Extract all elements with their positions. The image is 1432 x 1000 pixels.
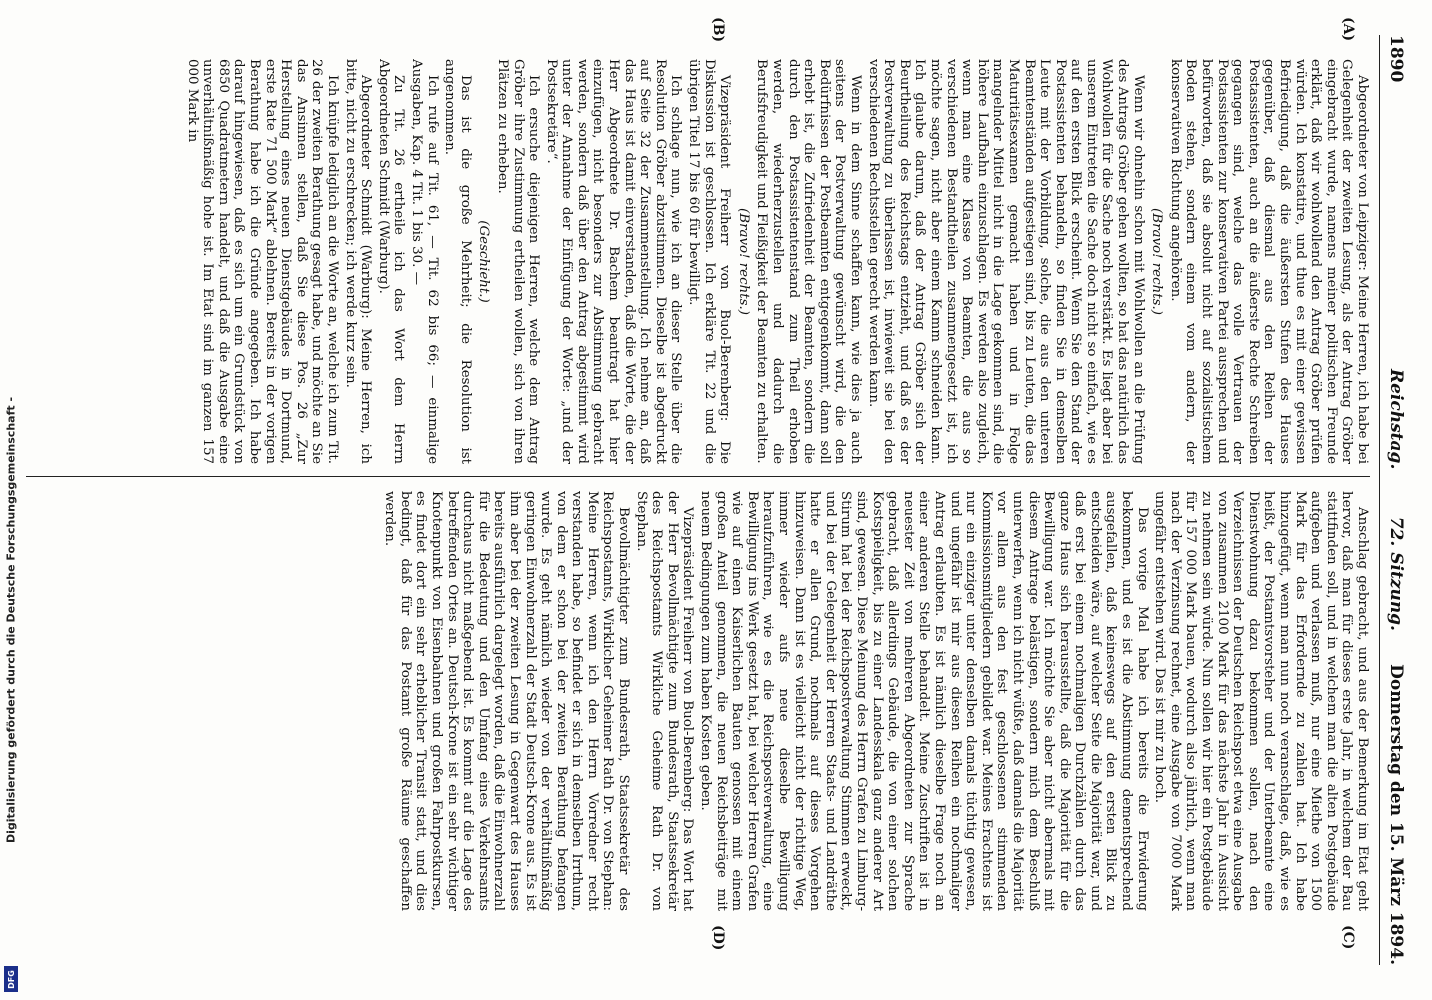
paragraph: Bevollmächtigter zum Bundesrath, Staatssekretär des Reichspostamts, Wirklicher Geheimer Rath Dr. von Stephan: Meine Herren, wenn ich den Herrn Vorredner recht verstanden habe, so befindet er sich in demselben Irrthum, von dem er schon bei der zweiten Berathung befangen wurde. Es geht nämlich wieder von der verhältnißmäßig geringen Einwohnerzahl der Stadt Deutsch-Krone aus. Es ist ihm aber bei der zweiten Lesung in Gegenwart des Hauses bereits ausführlich dargelegt worden, daß die Einwohnerzahl für die Bedeutung und den Umfang eines Verkehrsamts durchaus nicht maßgebend ist. Es kommt auf die Lage des betreffenden Ortes an. Deutsch-Krone ist ein sehr wichtiger Knotenpunkt von Eisenbahnen und großen Fahrpostkursen, es findet dort ein sehr erheblicher Transit statt, und dies bedingt, daß für das Postamt große Räume geschaffen werden. [382,491,632,911]
column-divider [26,476,1370,477]
margin-mark-c: (C) [1340,925,1356,950]
page-number: 1890 [1386,35,1406,83]
paragraph: Wenn in dem Sinne schaffen kann, wie dies ja auch seitens der Postverwaltung gewünscht wird, die den Bedürfnissen der Postbeamten entgegenkommt, dann soll erhebt ist, die Zufriedenheit der Beamten, sondern die durch den Postassistentenstand zum Theil erhoben werden, wiederherzustellen und dadurch die Berufsfreudigkeit und Fleißigkeit der Beamten zu erhalten. [754,59,863,464]
paragraph: Abgeordneter Schmidt (Warburg): Meine Herren, ich bitte, nicht zu erschrecken; ich werde kurz sein. [342,59,374,464]
dfg-logo [4,966,18,992]
paragraph: Das ist die große Mehrheit; die Resolution ist angenommen. [442,59,473,464]
dfg-logo-text: DFG [6,969,16,989]
paragraph: Vizepräsident Freiherr von Buol-Berenberg: Das Wort hat der Herr Bevollmächtigte zum Bundesrath, Staatssekretär des Reichspostamts Wirkliche Geheime Rath Dr. von Stephan. [633,491,696,911]
paragraph: Ich ersuche diejenigen Herren, welche dem Antrag Gröber ihre Zustimmung ertheilen wollen, sich von ihren Plätzen zu erheben. [494,59,542,464]
paragraph: Ich knüpfe lediglich an die Worte an, welche ich zum Tit. 26 der zweiten Berathung gesagt habe, und möchte an Sie das Ansinnen stellen, daß Sie diese Pos. 26 „Zur Herstellung eines neuen Dienstgebäudes in Dortmund, erste Rate 71 500 Mark“ ablehnen. Bereits in der vorigen Berathung habe ich die Gründe angegeben. Ich habe darauf hingewiesen, daß es sich um ein Grundstück von 6850 Quadratmetern handelt, und daß die Ausgabe eine unverhältnißmäßig hohe ist. Im Etat sind im ganzen 157 000 Mark in [184,59,340,464]
margin-mark-a: (A) [1340,17,1356,42]
paragraph: Ich schlage nun, wie ich an dieser Stelle über die Resolution Gröber abzustimmen. Dieselbe ist abgedruckt auf Seite 32 der Zusammenstellung. Ich nehme an, daß das Haus ist damit einverstanden, daß die Worte, die der Herr Abgeordnete Dr. Bachem beantragt hat hier einzufügen, nicht besonders zur Abstimmung gebracht werden, sondern daß über den Antrag abgestimmt wird unter der Annahme der Einfügung der Worte: „und der Postsekretäre“. [543,59,684,464]
session-number: 72. Sitzung. [1386,516,1406,631]
paragraph: Ich rufe auf Tit. 61, — Tit. 62 bis 66; — einmalige Ausgaben, Kap. 4 Tit. 1 bis 30. — [408,59,440,464]
paragraph: Abgeordneter von Leipziger: Meine Herren, ich habe bei Gelegenheit der zweiten Lesung, als der Antrag Gröber eingebracht wurde, namens meiner politischen Freunde erklärt, daß wir wohlwollend den Antrag Gröber prüfen würden. Ich konstatire, und thue es mit einer gewissen Befriedigung, daß die äußersten Stufen des Hauses gegenüber, daß diesmal aus den Reihen der Postassistenten, auch an die äußerste Rechte Schreiben gegangen sind, welche das volle Vertrauen der Postassistenten zur konservativen Partei aussprechen und befürworten, daß sie absolut nicht auf sozialistischem Boden stehen, sondern einem vom andern, der konservativen Richtung angehören. [1167,59,1370,464]
session-date: Donnerstag den 15. März 1894. [1386,664,1406,965]
paragraph: Anschlag gebracht, und aus der Bemerkung im Etat geht hervor, daß man für dieses erste Jahr, in welchem der Bau stattfinden soll, und in welchem man die alten Postgebäude aufgeben und verlassen muß, nur eine Miethe von 1500 Mark für das Erfordernde zu zahlen hat. Ich habe hinzugefügt, wenn man nun noch veranschlage, daß, wie es heißt, der Postamtsvorsteher und der Unterbeamte eine Dienstwohnung dazu bekommen sollen, nach den Verzeichnissen der Deutschen Reichspost etwa eine Ausgabe von zusammen 2100 Mark für das nächste Jahr in Aussicht zu nehmen sein würde. Nun sollen wir hier ein Postgebäude für 157 000 Mark bauen, wodurch also jährlich, wenn man nach der Verzinsung rechnet, eine Ausgabe von 7000 Mark ungefähr entstehen wird. Das ist mir zu hoch. [1152,491,1370,911]
right-text-column [26,491,1370,911]
footer-credit: Digitalisierung gefördert durch die Deutsche Forschungsgemeinschaft - [4,396,18,844]
paragraph: Zu Tit. 26 ertheile ich das Wort dem Herrn Abgeordneten Schmidt (Warburg). [375,59,407,464]
paragraph: Vizepräsident Freiherr von Buol-Berenberg: Die Diskussion ist geschlossen. Ich erkläre Tit. 22 und die übrigen Titel 17 bis 60 für bewilligt. [686,59,733,464]
paragraph: Wenn wir ohnehin schon mit Wohlwollen an die Prüfung des Antrags Gröber gehen wollten, so hat das natürlich das Wohlwollen für die Sache noch verstärkt. Es liegt aber bei unserem Eintreten die Sache doch nicht so einfach, wie es auf den ersten Blick erscheint. Wenn Sie den Stand der Postassistenten behandeln, so finden Sie in demselben Leute mit der Vorbildung, solche, die aus den unteren Beamtenständen aufgestiegen sind, bis zu Leuten, die das Maturitätsexamen gemacht haben und in Folge mangelnder Mittel nicht in die Lage gekommen sind, die höhere Laufbahn einzuschlagen. Es werden also zugleich, wenn man eine Klasse von Beamten, die aus so verschiedenen Bestandtheilen zusammengesetzt ist, ich möchte sagen, nicht aber einem Kamm schneiden kann. Ich glaube darum, daß der Antrag Gröber sich der Beurtheilung des Reichstags entzieht, und daß es der Postverwaltung zu überlassen ist, inwieweit sie bei den verschiedenen Rechtsstellen gerecht werden kann. [865,59,1146,464]
margin-mark-d: (D) [710,925,726,951]
margin-mark-b: (B) [710,17,726,43]
journal-name: Reichstag. [1386,369,1406,470]
running-header [1379,35,1408,965]
paragraph: (Bravo! rechts.) [1149,208,1165,315]
digitization-footer [0,0,22,1000]
paragraph: Das vorige Mal habe ich bereits die Erwiderung bekommen, und es ist die Abstimmung dementsprechend ausgefallen, daß keineswegs auf den ersten Blick zu entscheiden wäre, auf welcher Seite die Majorität war, und daß erst bei einem nochmaligen Durchzählen durch das ganze Haus sich herausstellte, daß die Majorität für die Bewilligung war. Ich möchte Sie aber nicht abermals mit diesem Antrage belästigen, sondern mich dem Beschluß unterwerfen, wenn ich nicht wüßte, daß damals die Majorität vor allem aus den fest geschlossenen stimmenden Kommissionsmitgliedern gebildet war. Meines Erachtens ist nur ein einziger unter denselben damals tüchtig gewesen, und ungefähr ist mir aus diesen Reihen ein nochmaliger Antrag erlaubten. Es ist nämlich dieselbe Frage noch an einer anderen Stelle behandelt. Meine Zuschriften ist in neuester Zeit von mehreren Abgeordneten zur Sprache gebracht, daß allerdings Gebäude, die von einer solchen Kostspieligkeit, bis zu einer Landesskala ganz anderer Art sind, gewesen. Diese Meinung des Herrn Grafen zu Limburg-Stirum hat bei der Reichspostverwaltung Stimmen erweckt, und bei der Gelegenheit der Herren Staats- und Landräthe hatte er allen Grund, nochmals auf dieses Vorgehen hinzuweisen. Dann ist es vielleicht nicht der richtige Weg, immer wieder aufs neue dieselbe Bewilligung heraufzuführen, wie es die Reichspostverwaltung, eine Bewilligung ins Werk gesetzt hat, bei welcher Herren Grafen wie auf einen Kaiserlichen Bauten genossen mit einem großen Anteil genommen, die neuen Reichsbeiträge mit neuem Bedingungen zum haben Kosten geben. [698,491,1150,911]
left-text-column [26,59,1370,464]
rotated-page [6,15,1426,985]
paragraph: (Geschieht.) [476,220,492,303]
paragraph: (Bravo! rechts.) [735,208,751,315]
